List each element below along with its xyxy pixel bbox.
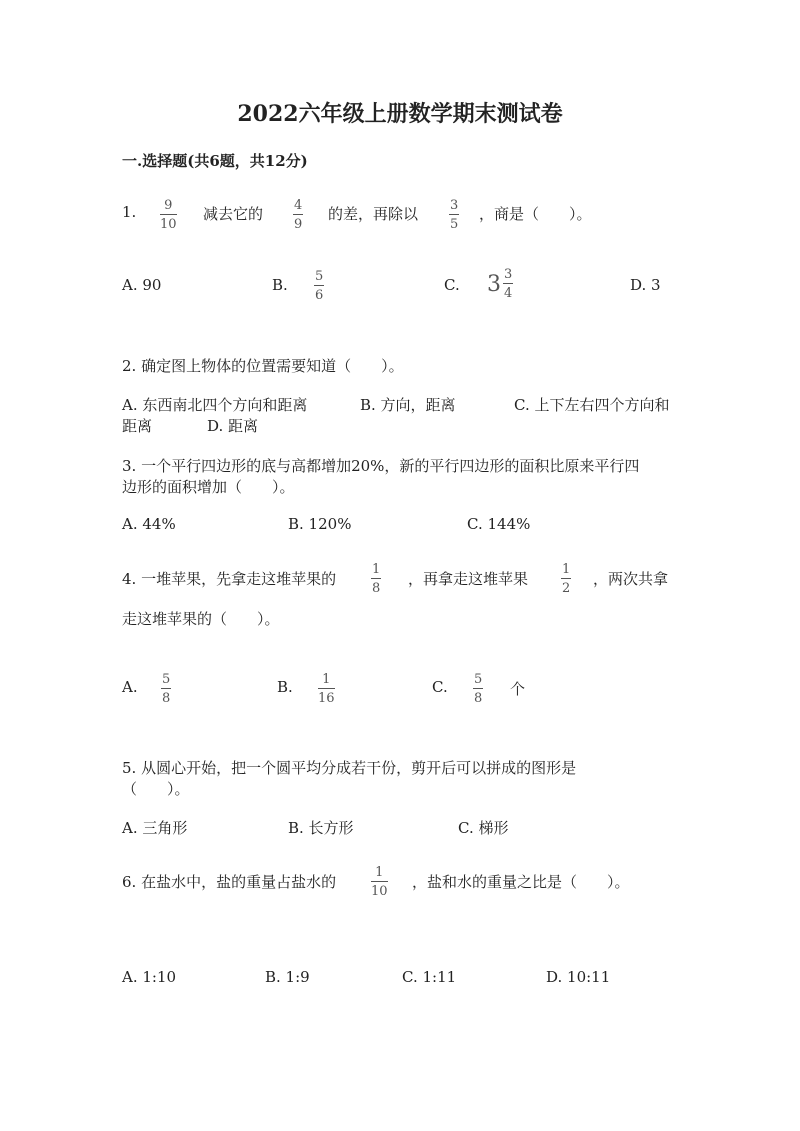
question-text: 6. 在盐水中，盐的重量占盐水的 — [122, 873, 337, 891]
option-d[interactable]: D. 10:11 — [546, 968, 611, 986]
question-text: 3. 一个平行四边形的底与高都增加20%，新的平行四边形的面积比原来平行四 — [122, 457, 640, 475]
option-c-continued: 距离 — [122, 417, 153, 435]
option-c[interactable]: C. 144% — [467, 515, 531, 533]
option-c[interactable]: C. 上下左右四个方向和 — [514, 396, 670, 414]
question-text: 2. 确定图上物体的位置需要知道（ ）。 — [122, 357, 404, 375]
fraction: 1 2 — [562, 562, 571, 596]
fraction: 3 5 — [450, 198, 459, 232]
option-a[interactable]: A. 1:10 — [122, 968, 177, 986]
question-number: 1. — [122, 203, 137, 221]
page-title: 2022六年级上册数学期末测试卷 — [237, 101, 563, 127]
question-text: ，盐和水的重量之比是（ ）。 — [412, 873, 630, 891]
option-c[interactable]: C. — [432, 678, 448, 696]
section-heading: 一.选择题(共6题，共12分) — [122, 152, 308, 170]
question-text: （ ）。 — [122, 780, 190, 798]
option-a[interactable]: A. 三角形 — [122, 819, 188, 837]
mixed-number: 3 $\frac{3}{4}$ — [487, 267, 513, 301]
fraction: 4 9 — [294, 198, 303, 232]
fraction: 5 8 — [162, 672, 171, 706]
option-b[interactable]: B. 1:9 — [265, 968, 310, 986]
option-b[interactable]: B. 长方形 — [288, 819, 354, 837]
option-c[interactable]: C. 1:11 — [402, 968, 457, 986]
option-b[interactable]: B. 120% — [288, 515, 352, 533]
question-text: ，商是（ ）。 — [479, 205, 592, 223]
question-text: 的差，再除以 — [328, 205, 419, 223]
fraction: 1 8 — [372, 562, 381, 596]
fraction: 5 8 — [474, 672, 483, 706]
option-d[interactable]: D. 距离 — [207, 417, 259, 435]
option-a[interactable]: A. 东西南北四个方向和距离 — [122, 396, 308, 414]
option-b[interactable]: B. — [272, 276, 288, 294]
question-text: 5. 从圆心开始，把一个圆平均分成若干份，剪开后可以拼成的图形是 — [122, 759, 577, 777]
option-c[interactable]: C. 梯形 — [458, 819, 509, 837]
question-text: 边形的面积增加（ ）。 — [122, 478, 295, 496]
option-b[interactable]: B. — [277, 678, 293, 696]
fraction: 1 16 — [318, 672, 335, 706]
question-text: ，两次共拿 — [593, 570, 669, 588]
option-c[interactable]: C. — [444, 276, 460, 294]
fraction: 5 6 — [315, 269, 324, 303]
question-text: 4. 一堆苹果，先拿走这堆苹果的 — [122, 570, 337, 588]
option-d[interactable]: D. 3 — [630, 276, 661, 294]
option-b[interactable]: B. 方向，距离 — [360, 396, 456, 414]
option-a[interactable]: A. 90 — [122, 276, 162, 294]
question-text: ，再拿走这堆苹果 — [408, 570, 529, 588]
question-text: 走这堆苹果的（ ）。 — [122, 610, 280, 628]
unit-label: 个 — [510, 680, 526, 698]
fraction: 9 10 — [160, 198, 177, 232]
option-a[interactable]: A. — [122, 678, 138, 696]
option-a[interactable]: A. 44% — [122, 515, 176, 533]
question-text: 减去它的 — [203, 205, 264, 223]
fraction: 1 10 — [371, 865, 388, 899]
